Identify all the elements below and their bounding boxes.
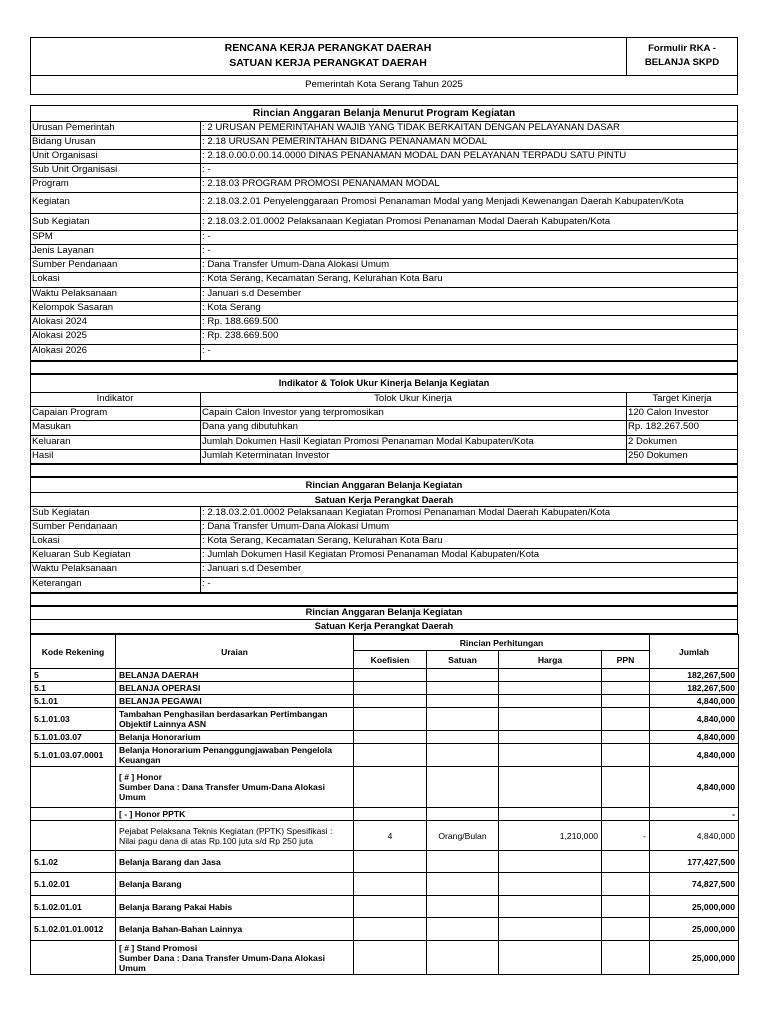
harga-cell [499,918,602,941]
program-label: Bidang Urusan [32,136,96,147]
kode-cell [31,767,116,808]
uraian-cell: [ # ] Stand Promosi Sumber Dana : Dana Transfer Umum-Dana Alokasi Umum [116,941,354,975]
satuan-cell: Orang/Bulan [427,821,499,851]
satuan-cell [427,708,499,731]
harga-cell [499,695,602,708]
kinerja-target: 120 Calon Investor [628,407,709,418]
row-divider [30,577,738,578]
table-row [31,808,739,821]
row-divider [30,163,738,164]
harga-cell [499,682,602,695]
spacer-row [30,464,738,477]
program-value: : - [202,231,211,242]
koefisien-cell [354,941,427,975]
rincian1-value: : - [202,578,211,589]
spacer-row [30,361,738,374]
col-ppn: PPN [602,651,650,669]
table-row [31,918,739,941]
form-code-1: Formulir RKA - [648,43,716,54]
program-label: Jenis Layanan [32,245,94,256]
rincian1-label: Sub Kegiatan [32,507,90,518]
table-row [31,731,739,744]
koefisien-cell [354,744,427,767]
program-label: Alokasi 2024 [32,316,87,327]
row-divider [30,562,738,563]
harga-cell [499,851,602,873]
program-label: Alokasi 2025 [32,330,87,341]
harga-cell: 1,210,000 [499,821,602,851]
harga-cell [499,731,602,744]
program-value: : - [202,245,211,256]
jumlah-cell: 4,840,000 [650,821,739,851]
ppn-cell [602,682,650,695]
kode-cell: 5.1.01.03.07 [31,731,116,744]
uraian-cell: Belanja Barang [116,873,354,896]
uraian-cell: Belanja Honorarium [116,731,354,744]
col-kode-rekening: Kode Rekening [31,635,116,669]
rincian1-label: Keterangan [32,578,82,589]
program-value: : 2 URUSAN PEMERINTAHAN WAJIB YANG TIDAK BERKAITAN DENGAN PELAYANAN DASAR [202,122,620,133]
kinerja-indikator: Keluaran [32,436,71,447]
ppn-cell [602,744,650,767]
kinerja-indikator: Hasil [32,450,54,461]
kode-cell: 5.1.01 [31,695,116,708]
ppn-cell [602,767,650,808]
satuan-cell [427,767,499,808]
kinerja-tolok-ukur: Jumlah Keterminatan Investor [202,450,330,461]
satuan-cell [427,873,499,896]
kinerja-header-indikator: Indikator [96,393,134,404]
jumlah-cell: 74,827,500 [650,873,739,896]
uraian-cell: Belanja Barang dan Jasa [116,851,354,873]
jumlah-cell: 4,840,000 [650,744,739,767]
jumlah-cell: 4,840,000 [650,695,739,708]
program-label: Lokasi [32,273,60,284]
program-value: : - [202,345,211,356]
satuan-cell [427,918,499,941]
rincian1-title-1: Rincian Anggaran Belanja Kegiatan [305,480,463,490]
kinerja-indikator: Capaian Program [32,407,108,418]
koefisien-cell [354,767,427,808]
program-label: Kegiatan [32,196,70,207]
program-value: : 2.18.0.00.0.00.14.0000 DINAS PENANAMAN MODAL DAN PELAYANAN TERPADU SATU PINTU [202,150,627,161]
col-rincian-perhitungan: Rincian Perhitungan [354,635,650,651]
koefisien-cell [354,808,427,821]
program-label: Urusan Pemerintah [32,122,115,133]
uraian-cell: Belanja Honorarium Penanggungjawaban Pengelola Keuangan [116,744,354,767]
program-value: : 2.18.03 PROGRAM PROMOSI PENANAMAN MODAL [202,178,440,189]
row-divider [30,315,738,316]
row-divider [30,230,738,231]
uraian-cell: [ - ] Honor PPTK [116,808,354,821]
col-koefisien: Koefisien [354,651,427,669]
koefisien-cell [354,669,427,682]
table-row [31,708,739,731]
doc-subtitle: Pemerintah Kota Serang Tahun 2025 [305,79,463,90]
rincian1-value: : Dana Transfer Umum-Dana Alokasi Umum [202,521,390,532]
kode-cell [31,808,116,821]
kinerja-indikator: Masukan [32,421,71,432]
kode-cell [31,941,116,975]
rincian1-value: : Januari s.d Desember [202,563,302,574]
koefisien-cell [354,695,427,708]
jumlah-cell: 182,267,500 [650,669,739,682]
program-value: : 2.18.03.2.01 Penyelenggaraan Promosi Penanaman Modal yang Menjadi Kewenangan Daerah Kabupaten/Kota [202,196,684,207]
rincian1-value: : Kota Serang, Kecamatan Serang, Kelurahan Kota Baru [202,535,443,546]
uraian-cell: BELANJA PEGAWAI [116,695,354,708]
satuan-cell [427,808,499,821]
table-row [31,896,739,918]
satuan-cell [427,682,499,695]
program-value: : Rp. 188.669.500 [202,316,279,327]
form-code-2: BELANJA SKPD [644,57,720,68]
program-value: : - [202,164,211,175]
jumlah-cell: 4,840,000 [650,708,739,731]
jumlah-cell: 25,000,000 [650,941,739,975]
kode-cell: 5.1.02.01.01 [31,896,116,918]
satuan-cell [427,851,499,873]
kinerja-target: Rp. 182.267.500 [628,421,699,432]
program-label: Alokasi 2026 [32,345,87,356]
program-value: : Rp. 238.669.500 [202,330,279,341]
ppn-cell [602,669,650,682]
harga-cell [499,873,602,896]
budget-table [30,634,739,975]
koefisien-cell [354,918,427,941]
table-row [31,821,739,851]
program-value: : 2.18.03.2.01.0002 Pelaksanaan Kegiatan Promosi Penanaman Modal Daerah Kabupaten/Kota [202,216,611,227]
table-row [31,873,739,896]
col-jumlah: Jumlah [650,635,739,669]
kinerja-tolok-ukur: Jumlah Dokumen Hasil Kegiatan Promosi Penanaman Modal Kabupaten/Kota [202,436,534,447]
doc-title-2: SATUAN KERJA PERANGKAT DAERAH [229,57,427,69]
harga-cell [499,767,602,808]
kode-cell: 5.1.02.01.01.0012 [31,918,116,941]
kinerja-tolok-ukur: Dana yang dibutuhkan [202,421,299,432]
rincian1-title-2: Satuan Kerja Perangkat Daerah [314,495,454,505]
kinerja-header-target: Target Kinerja [652,393,712,404]
jumlah-cell: 25,000,000 [650,896,739,918]
kode-cell: 5.1 [31,682,116,695]
row-divider [30,213,738,214]
ppn-cell [602,873,650,896]
row-divider [30,192,738,193]
ppn-cell [602,851,650,873]
koefisien-cell [354,708,427,731]
program-value: : Januari s.d Desember [202,288,302,299]
rincian2-title-2: Satuan Kerja Perangkat Daerah [314,621,454,631]
uraian-cell: [ # ] Honor Sumber Dana : Dana Transfer Umum-Dana Alokasi Umum [116,767,354,808]
program-label: SPM [32,231,53,242]
table-row [31,695,739,708]
ppn-cell [602,708,650,731]
rincian1-label: Waktu Pelaksanaan [32,563,117,574]
satuan-cell [427,731,499,744]
ppn-cell [602,941,650,975]
program-label: Sub Kegiatan [32,216,90,227]
uraian-cell: BELANJA DAERAH [116,669,354,682]
harga-cell [499,941,602,975]
rincian1-label: Lokasi [32,535,60,546]
jumlah-cell: 4,840,000 [650,731,739,744]
jumlah-cell: - [650,808,739,821]
program-label: Waktu Pelaksanaan [32,288,117,299]
kode-cell: 5.1.02.01 [31,873,116,896]
program-value: : Kota Serang [202,302,261,313]
kode-cell [31,821,116,851]
row-divider [30,301,738,302]
table-row [31,744,739,767]
harga-cell [499,744,602,767]
koefisien-cell: 4 [354,821,427,851]
program-title: Rincian Anggaran Belanja Menurut Program Kegiatan [252,108,516,119]
koefisien-cell [354,682,427,695]
uraian-cell: BELANJA OPERASI [116,682,354,695]
harga-cell [499,896,602,918]
koefisien-cell [354,731,427,744]
doc-title-1: RENCANA KERJA PERANGKAT DAERAH [224,42,432,54]
rincian1-label: Keluaran Sub Kegiatan [32,549,131,560]
satuan-cell [427,744,499,767]
table-row [31,682,739,695]
jumlah-cell: 182,267,500 [650,682,739,695]
uraian-cell: Pejabat Pelaksana Teknis Kegiatan (PPTK) Spesifikasi : Nilai pagu dana di atas Rp.100 juta s/d Rp 250 juta [116,821,354,851]
koefisien-cell [354,896,427,918]
jumlah-cell: 177,427,500 [650,851,739,873]
kode-cell: 5 [31,669,116,682]
program-value: : Dana Transfer Umum-Dana Alokasi Umum [202,259,390,270]
rincian1-value: : 2.18.03.2.01.0002 Pelaksanaan Kegiatan Promosi Penanaman Modal Daerah Kabupaten/Kota [202,507,611,518]
program-label: Sumber Pendanaan [32,259,118,270]
koefisien-cell [354,851,427,873]
satuan-cell [427,669,499,682]
table-row [31,767,739,808]
jumlah-cell: 25,000,000 [650,918,739,941]
ppn-cell [602,808,650,821]
table-row [31,851,739,873]
rincian1-label: Sumber Pendanaan [32,521,118,532]
ppn-cell [602,896,650,918]
rincian1-value: : Jumlah Dokumen Hasil Kegiatan Promosi Penanaman Modal Kabupaten/Kota [202,549,540,560]
table-row [31,941,739,975]
program-label: Kelompok Sasaran [32,302,114,313]
koefisien-cell [354,873,427,896]
satuan-cell [427,695,499,708]
satuan-cell [427,896,499,918]
harga-cell [499,808,602,821]
program-label: Sub Unit Organisasi [32,164,118,175]
jumlah-cell: 4,840,000 [650,767,739,808]
ppn-cell [602,918,650,941]
rincian2-title-1: Rincian Anggaran Belanja Kegiatan [305,607,463,617]
row-divider [30,287,738,288]
kode-cell: 5.1.01.03.07.0001 [31,744,116,767]
col-satuan: Satuan [427,651,499,669]
kinerja-tolok-ukur: Capain Calon Investor yang terpromosikan [202,407,384,418]
kinerja-target: 250 Dokumen [628,450,688,461]
ppn-cell [602,695,650,708]
kinerja-target: 2 Dokumen [628,436,678,447]
col-harga: Harga [499,651,602,669]
kode-cell: 5.1.01.03 [31,708,116,731]
spacer-row [30,593,738,606]
kinerja-title: Indikator & Tolok Ukur Kinerja Belanja Kegiatan [278,378,490,388]
row-divider [30,329,738,330]
harga-cell [499,708,602,731]
uraian-cell: Belanja Barang Pakai Habis [116,896,354,918]
table-row [31,669,739,682]
satuan-cell [427,941,499,975]
harga-cell [499,669,602,682]
ppn-cell: - [602,821,650,851]
program-label: Program [32,178,69,189]
row-divider [30,344,738,345]
program-value: : 2.18 URUSAN PEMERINTAHAN BIDANG PENANAMAN MODAL [202,136,488,147]
kode-cell: 5.1.02 [31,851,116,873]
kinerja-header-tolok: Tolok Ukur Kinerja [374,393,452,404]
uraian-cell: Tambahan Penghasilan berdasarkan Pertimbangan Objektif Lainnya ASN [116,708,354,731]
program-label: Unit Organisasi [32,150,98,161]
row-divider [30,244,738,245]
col-uraian: Uraian [116,635,354,669]
uraian-cell: Belanja Bahan-Bahan Lainnya [116,918,354,941]
ppn-cell [602,731,650,744]
program-value: : Kota Serang, Kecamatan Serang, Kelurahan Kota Baru [202,273,443,284]
